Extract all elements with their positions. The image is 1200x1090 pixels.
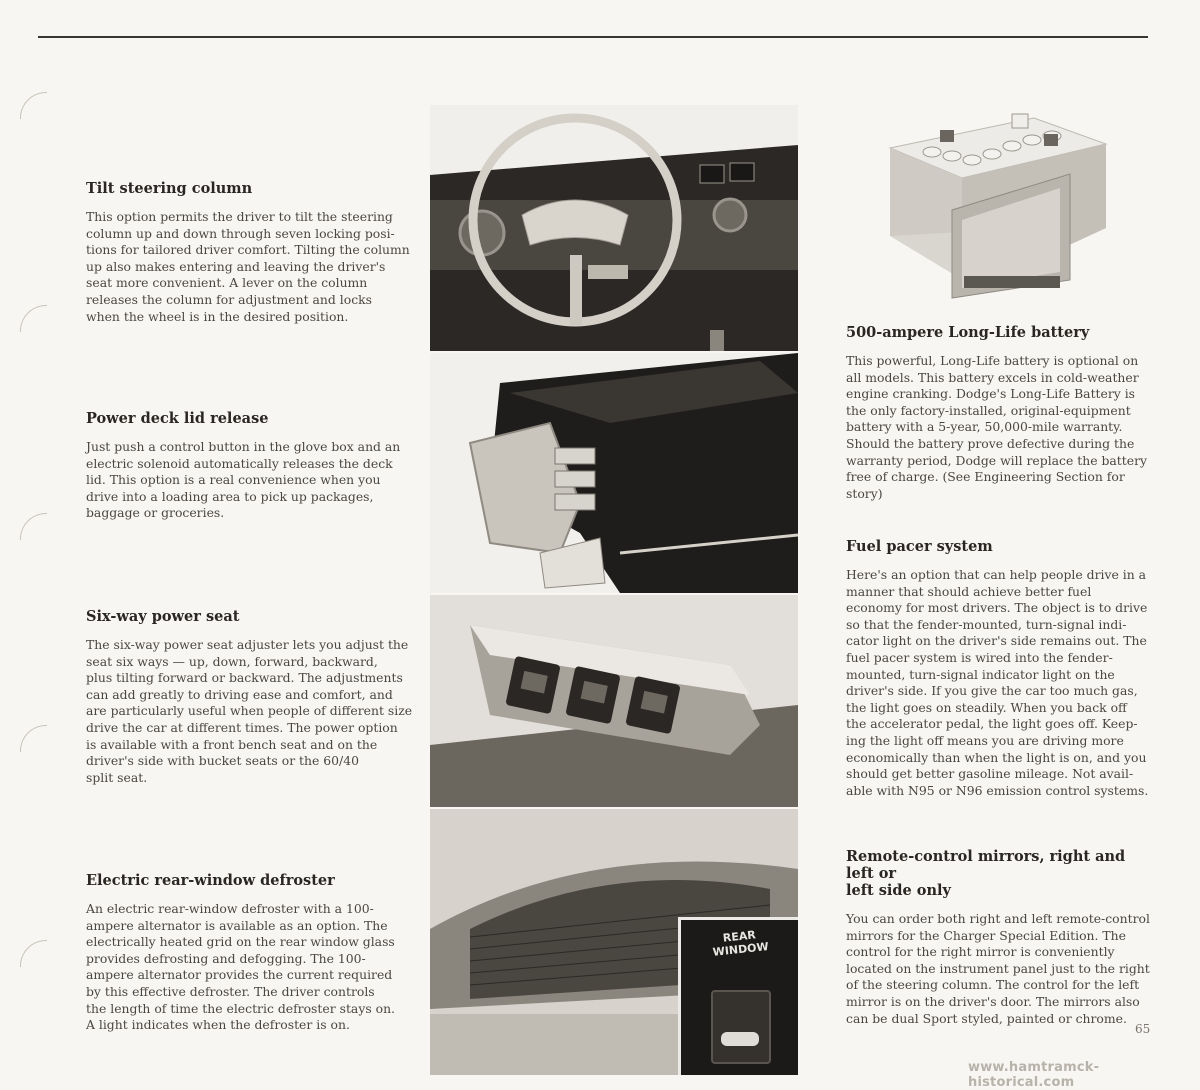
battery-illustration (884, 108, 1114, 304)
punch-hole-mark (20, 92, 47, 119)
section-heading: Power deck lid release (86, 410, 269, 427)
section-remote-mirrors (846, 848, 1156, 1027)
section-deck-lid (86, 410, 416, 522)
rear-window-label: WINDOW (712, 940, 770, 959)
section-tilt-steering (86, 180, 416, 325)
section-heading: Tilt steering column (86, 180, 253, 197)
steering-wheel-photo (430, 105, 798, 351)
section-heading: Electric rear-window defroster (86, 872, 335, 889)
punch-hole-mark (20, 513, 47, 540)
section-body: This option permits the driver to tilt the steering column up and down through seven locking posi- tions for tailored driver comfort. Tilting the column up also makes entering and leaving the driver's seat more convenient. A lever on the column releases the column for adjustment and locks when the wheel is in the desired position. (86, 209, 410, 324)
section-body: An electric rear-window defroster with a 100- ampere alternator is available as an option. The electrically heated grid on the rear window glass provides defrosting and defogging. The 100- ampere alternator provides the current required by this effective defroster. The driver controls the length of time the electric defroster stays on. A light indicates when the defroster is on. (86, 901, 395, 1033)
punch-hole-mark (20, 725, 47, 752)
page-number: 65 (1135, 1022, 1151, 1036)
section-fuel-pacer (846, 538, 1156, 799)
rear-window-switch-inset (678, 917, 798, 1075)
section-battery (846, 324, 1156, 502)
deck-lid-photo (430, 353, 798, 593)
watermark: www.hamtramck-historical.com (968, 1060, 1100, 1090)
section-heading: Remote-control mirrors, right and left or left side only (846, 848, 1126, 899)
section-body: This powerful, Long-Life battery is optional on all models. This battery excels in cold-weather engine cranking. Dodge's Long-Life Battery is the only factory-installed, original-equipment battery with a 5-year, 50,000-mile warranty. Should the battery prove defective during the warranty period, Dodge will replace the battery free of charge. (See Engineering Section for story) (846, 353, 1148, 501)
punch-hole-mark (20, 305, 47, 332)
indicator-light (721, 1032, 759, 1046)
section-power-seat (86, 608, 416, 786)
punch-hole-mark (20, 940, 47, 967)
section-body: You can order both right and left remote-control mirrors for the Charger Special Edition. The control for the right mirror is conveniently located on the instrument panel just to the right of the steering column. The control for the left mirror is on the driver's door. The mirrors also can be dual Sport styled, painted or chrome. (846, 911, 1150, 1026)
rear-window-label: REAR (722, 928, 757, 945)
section-heading: Fuel pacer system (846, 538, 993, 555)
section-rear-defroster (86, 872, 416, 1034)
power-seat-controls-photo (430, 595, 798, 807)
section-body: The six-way power seat adjuster lets you adjust the seat six ways — up, down, forward, backward, plus tilting forward or backward. The adjustments can add greatly to driving ease and comfort, and are particularly useful when people of different size drive the car at different times. The power option is available with a front bench seat and on the driver's side with bucket seats or the 60/40 split seat. (86, 637, 413, 785)
rear-window-defroster-photo (430, 809, 798, 1075)
section-body: Just push a control button in the glove box and an electric solenoid automatically releases the deck lid. This option is a real convenience when you drive into a loading area to pick up packages, baggage or groceries. (86, 439, 401, 521)
top-rule (38, 36, 1148, 38)
section-heading: 500-ampere Long-Life battery (846, 324, 1090, 341)
section-body: Here's an option that can help people drive in a manner that should achieve better fuel economy for most drivers. The object is to drive so that the fender-mounted, turn-signal indi- cator light on the driver's side remains out. The fuel pacer system is wired into the fender- mounted, turn-signal indicator light on the driver's side. If you give the car too much gas, the light goes on steadily. When you back off the accelerator pedal, the light goes off. Keep- ing the light off means you are driving more economically than when the light is on, and you should get better gasoline mileage. Not avail- able with N95 or N96 emission control systems. (846, 567, 1149, 798)
section-heading: Six-way power seat (86, 608, 240, 625)
